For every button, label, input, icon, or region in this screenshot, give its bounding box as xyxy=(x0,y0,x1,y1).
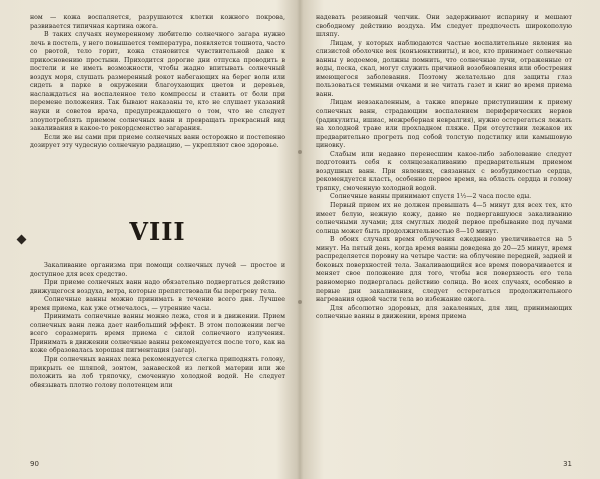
diamond-ornament-icon xyxy=(17,235,27,245)
paragraph: Принимать солнечные ванны можно лежа, стоя и в движении. Прием солнечных ванн лежа дает наибольший эффект. В этом положении легче всего соразмерить время приема с силой солнечного излучения. Принимать в движении солнечные ванны рекомендуется после того, как на коже образовалась хорошая пигментация (загар). xyxy=(30,313,285,355)
paragraph: Если же вы сами при приеме солнечных ванн осторожно и постепенно дозирует эту чудесную солнечную радиацию, — укрепляют свое здоровье. xyxy=(30,133,285,150)
left-page xyxy=(30,0,285,479)
page-number: 31 xyxy=(563,460,572,469)
paragraph: Лицам, у которых наблюдаются частые воспалительные явления на слизистой оболочке век (конъюнктивиты), и все, кто принимает солнечные ванны у водоемов, должны помнить, что солнечные лучи, отраженные от воды, песка, скал, могут служить причиной возобновления или обострения имеющегося заболевания. Поэтому желательно для защиты глаз пользоваться темными очками и не читать газет и книг во время приема ванн. xyxy=(316,39,572,98)
paragraph: Первый прием их не должен превышать 4—5 минут для всех тех, кто имеет белую, нежную кожу, давно не подвергавшуюся закаливанию солнечными лучами; для смуглых людей первое пребывание под лучами солнца может быть продолжительностью 8—10 минут. xyxy=(316,202,572,235)
paragraph: Закаливание организма при помощи солнечных лучей — простое и доступное для всех средство. xyxy=(30,262,285,278)
paragraph: При приеме солнечных ванн надо обязательно подвергаться действию движущегося воздуха, ветра, которые препятствовали бы перегреву тела. xyxy=(30,279,285,295)
paragraph: В таких случаях неумеренному любителю солнечного загара нужно лечь в постель, у него повышается температура, появляется тошнота, часто со рвотой, тело горит, кожа становится чувствительной даже к прикосновению простыни. Приходится дорогие дни отпуска проводить в постели и не иметь возможности, чтобы жадно впитывать солнечный воздух моря, слушать размеренный рокот набегающих на берег волн или сидеть в парке в окружении благоухающих цветов и деревьев, наслаждаться на воспаленное тело компрессы и ставить от боли при перемене положения. Так бывают наказаны те, кто не слушает указаний науки и советов врача, предупреждающего о том, что не следует злоупотреблять приемом солнечных ванн и превращать прекрасный вид закаливания в какое-то рекордсменство загарания. xyxy=(30,31,285,133)
paragraph: В обоих случаях время облучения ежедневно увеличивается на 5 минут. На пятый день, когда время ванны доведена до 20—25 минут, время распределяется поровну на четыре части: на облучение передней, задней и боковых поверхностей тела. Закаливающийся все время поворачивается и меняет свое положение для того, чтобы вся поверхность его тела равномерно подвергалась действию солнца. Во всех случаях, особенно в первые дни закаливания, следует остерегаться продолжительного нагревания одной части тела во избежание ожога. xyxy=(316,236,572,304)
right-page xyxy=(316,0,572,479)
right-text-column xyxy=(316,14,572,322)
paragraph: ном — кожа воспаляется, разрушаются клетки кожного покрова, развивается типичная картина ожога. xyxy=(30,14,285,30)
paragraph: Для абсолютно здоровых, для закаленных, для лиц, принимающих солнечные ванны в движении, время приема xyxy=(316,304,572,321)
left-block-top xyxy=(30,14,285,151)
page-number: 90 xyxy=(30,460,39,469)
binding-hole xyxy=(298,150,302,154)
chapter-number: VIII xyxy=(129,217,186,246)
paragraph: надевать резиновый чепчик. Они задерживают испарину и мешают свободному действию воздуха. Им следует предпочесть широкополую шляпу. xyxy=(316,14,572,39)
left-block-bottom xyxy=(30,262,285,390)
paragraph: Солнечные ванны можно принимать в течение всего дня. Лучшее время приема, как уже отмечалось, — утренние часы. xyxy=(30,296,285,312)
paragraph: Слабым или недавно перенесшим какое-либо заболевание следует подготовить себя к солнцезакаливанию предварительным приемом воздушных ванн. При явлениях, связанных с возбудимостью сердца, рекомендуется класть, особенно первое время, на область сердца и голову тряпку, смоченную холодной водой. xyxy=(316,150,572,192)
paragraph: Солнечные ванны принимают спустя 1½—2 часа после еды. xyxy=(330,193,532,201)
chapter-heading xyxy=(30,217,285,256)
paragraph: Лицам невзакаленным, а также впервые приступившим к приему солнечных ванн, страдающим воспалением периферических нервов (радикулиты, ишиас, межреберная невралгия), нужно остерегаться лежать на холодной траве или прохладном пляже. При отсутствии лежаков их предварительно прогреть под собой толстую подстилку или камышовую циновку. xyxy=(316,99,572,150)
binding-hole xyxy=(298,300,302,304)
paragraph: При солнечных ваннах лежа рекомендуется слегка приподнять голову, прикрыть ее шляпой, зонтом, занавеской из легкой материи или же положить на лоб тряпочку, смоченную холодной водой. Не следует обвязывать плотно голову полотенцем или xyxy=(30,356,285,389)
